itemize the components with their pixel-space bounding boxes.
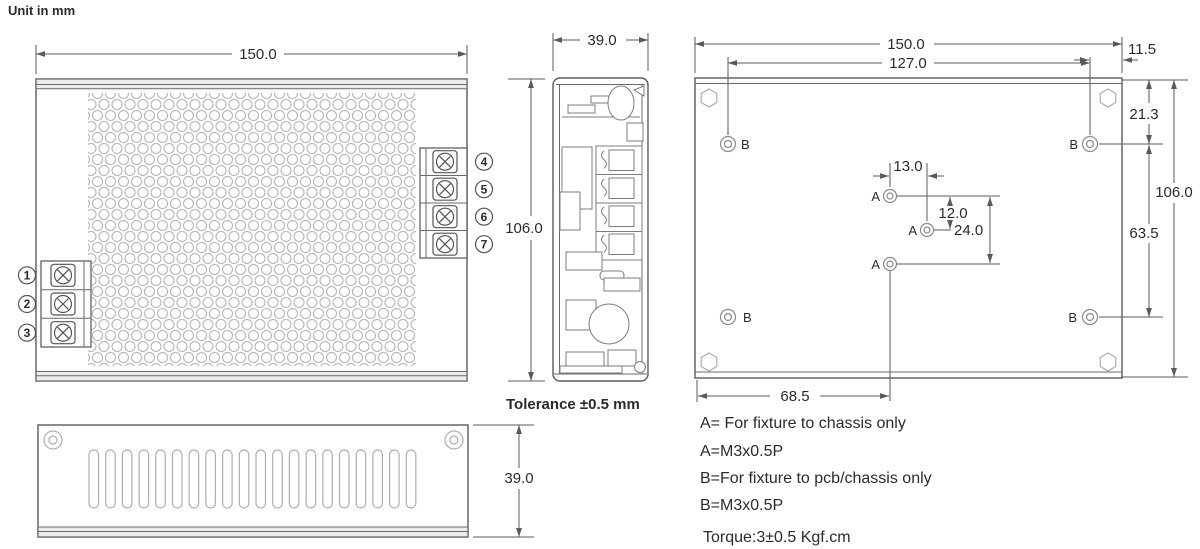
dim-b-span — [1099, 145, 1163, 317]
mounting-hole-b — [721, 137, 736, 152]
vent-slot — [406, 450, 416, 508]
vent-slot — [390, 450, 400, 508]
dim-height-left-label: 106.0 — [505, 220, 543, 237]
hole-b-label: B — [741, 137, 750, 152]
terminal-screw-icon — [51, 322, 75, 344]
hex-standoff-icon — [701, 89, 717, 107]
vent-slot — [373, 450, 383, 508]
capacitor-side — [608, 86, 634, 120]
note-torque: Torque:3±0.5 Kgf.cm — [703, 529, 851, 546]
dim-b-span-label: 63.5 — [1129, 225, 1159, 242]
hole-a-label: A — [871, 189, 880, 204]
note-a-purpose: A= For fixture to chassis only — [700, 415, 906, 432]
dim-a-offset-label: 68.5 — [780, 388, 810, 405]
hex-standoff-icon — [1100, 89, 1116, 107]
terminal-number-badge-5 — [476, 181, 493, 198]
terminal-number-badge-6 — [476, 208, 493, 225]
vent-slot — [122, 450, 131, 508]
dim-side-width — [553, 32, 648, 71]
back-view — [695, 36, 1193, 405]
terminal-number-badge-1 — [19, 267, 36, 284]
vent-slot — [273, 450, 283, 508]
dim-hole-span-label: 127.0 — [889, 55, 927, 72]
dim-front-height-label: 39.0 — [504, 470, 534, 487]
vent-slot — [189, 450, 199, 508]
terminal-number-badge-4 — [476, 153, 493, 170]
tolerance-note: Tolerance ±0.5 mm — [506, 396, 640, 413]
vent-slot — [239, 450, 249, 508]
svg-text:3: 3 — [23, 325, 31, 340]
dim-back-width-label: 150.0 — [887, 36, 925, 53]
vent-slot — [89, 450, 99, 508]
svg-text:2: 2 — [23, 297, 31, 312]
dim-a-span-label: 24.0 — [954, 222, 984, 239]
front-view-outline — [38, 425, 468, 537]
terminal-block-right — [420, 148, 467, 258]
dim-edge-offset-label: 11.5 — [1128, 41, 1157, 58]
mounting-hole-b — [1083, 310, 1098, 325]
vent-slot — [173, 450, 183, 508]
terminal-screw-icon — [51, 293, 75, 315]
dim-hole-span — [728, 55, 1090, 135]
corner-screw-icon — [44, 431, 62, 449]
top-view — [19, 45, 546, 381]
mounting-hole-a — [884, 258, 897, 271]
hole-a-label: A — [871, 257, 880, 272]
terminal-screw-icon — [433, 178, 457, 200]
vent-slot — [306, 450, 316, 508]
terminal-screw-icon — [433, 151, 457, 173]
terminal-screw-icon — [433, 206, 457, 228]
dim-a-offset — [697, 380, 889, 405]
dim-height-left — [505, 79, 545, 381]
vent-slot — [106, 450, 116, 508]
hex-standoff-icon — [1100, 353, 1116, 371]
mounting-hole-b — [721, 310, 736, 325]
mounting-hole-b — [1083, 137, 1098, 152]
terminal-block-left — [41, 261, 91, 347]
vent-slot — [256, 450, 266, 508]
svg-text:7: 7 — [480, 237, 488, 252]
svg-text:6: 6 — [480, 209, 488, 224]
vent-slot — [289, 450, 299, 508]
side-view — [553, 32, 648, 381]
note-b-thread: B=M3x0.5P — [700, 497, 784, 514]
svg-text:4: 4 — [480, 154, 488, 169]
vent-slot — [356, 450, 366, 508]
vent-slot — [323, 450, 333, 508]
vent-slot — [206, 450, 216, 508]
side-internal-components — [560, 86, 646, 373]
capacitor-end — [589, 304, 629, 344]
dim-back-height-label: 106.0 — [1155, 184, 1193, 201]
vent-slot — [139, 450, 149, 508]
terminal-number-badge-3 — [19, 324, 36, 341]
mounting-hole-a — [921, 224, 934, 237]
dim-front-height — [473, 425, 534, 537]
svg-text:5: 5 — [480, 182, 488, 197]
dim-top-width — [36, 45, 467, 74]
dim-a-dx-label: 13.0 — [893, 158, 923, 175]
terminal-screw-icon — [51, 264, 75, 286]
screw-side-icon — [635, 362, 646, 373]
corner-screw-icon — [445, 431, 463, 449]
hole-b-label: B — [1069, 137, 1078, 152]
hole-b-label: B — [743, 310, 752, 325]
dim-a-dy-label: 12.0 — [938, 205, 968, 222]
front-view — [38, 425, 534, 537]
notes-block — [700, 415, 932, 546]
dim-top-offset-label: 21.3 — [1129, 106, 1159, 123]
page-title: Unit in mm — [8, 3, 76, 18]
dim-top-offset — [1099, 80, 1188, 144]
perforation-area — [88, 93, 416, 366]
terminal-block-side — [596, 146, 642, 260]
hex-standoff-icon — [701, 353, 717, 371]
hole-b-label: B — [1068, 310, 1077, 325]
dim-side-width-label: 39.0 — [587, 32, 617, 49]
mounting-hole-a — [884, 190, 897, 203]
terminal-screw-icon — [433, 233, 457, 255]
vent-slot — [340, 450, 350, 508]
vent-slot — [223, 450, 233, 508]
vent-slots — [89, 450, 416, 508]
note-b-purpose: B=For fixture to pcb/chassis only — [700, 470, 932, 487]
note-a-thread: A=M3x0.5P — [700, 443, 784, 460]
dim-top-width-label: 150.0 — [239, 46, 277, 63]
vent-slot — [156, 450, 166, 508]
svg-text:1: 1 — [23, 268, 31, 283]
terminal-number-badge-2 — [19, 296, 36, 313]
terminal-number-badge-7 — [476, 236, 493, 253]
hole-a-label: A — [908, 223, 917, 238]
